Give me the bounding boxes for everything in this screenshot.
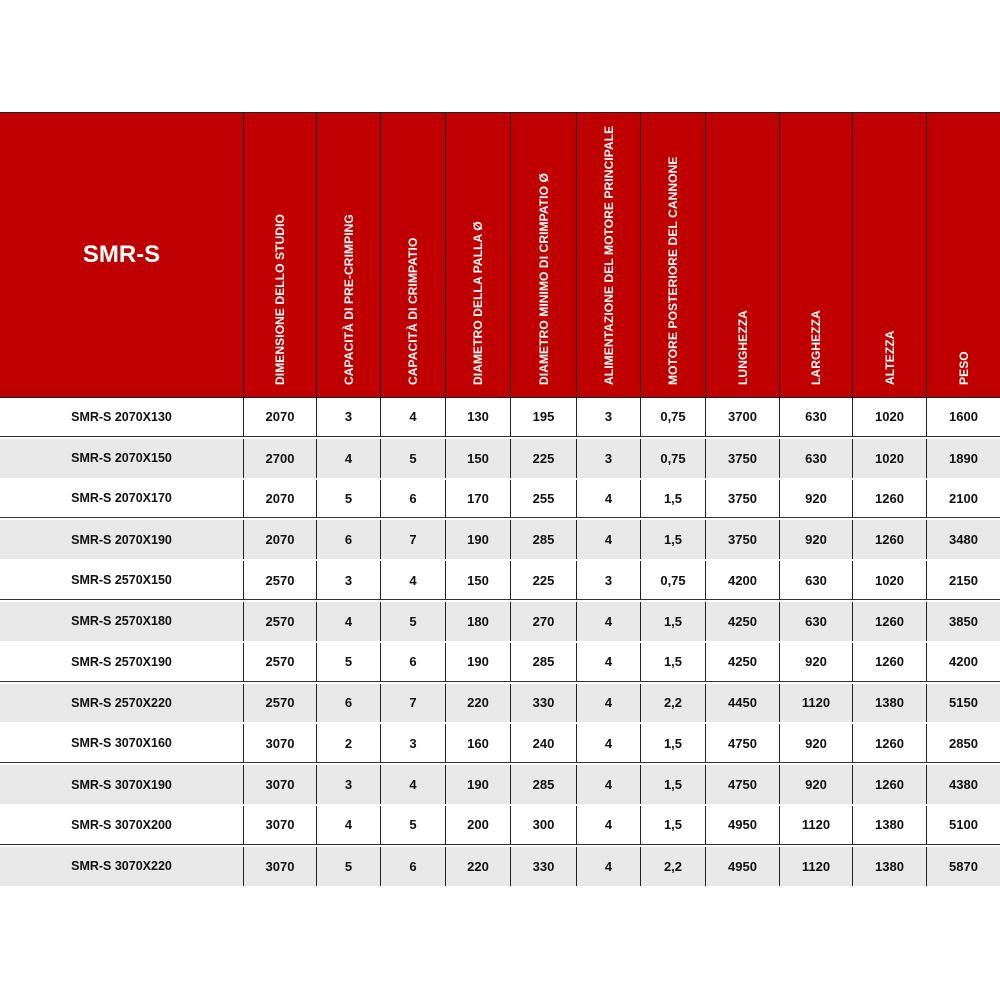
table-cell: 4 [317,439,381,478]
table-cell: 5870 [949,858,978,874]
table-cell: 330 [511,847,577,886]
column-header [927,113,1000,397]
table-row [0,398,1000,439]
table-cell: 220 [446,847,511,886]
table-cell: 1260 [853,480,927,519]
table-cell: 270 [511,602,577,641]
column-header [511,113,577,397]
table-cell: 4 [577,684,641,723]
table-cell: 4 [577,602,641,641]
table-cell: 3750 [706,480,780,519]
table-cell: 190 [446,643,511,682]
column-header-label: CAPACITÀ DI CRIMPATIO [406,237,420,385]
table-row [0,602,1000,643]
table-cell: 4 [577,643,641,682]
table-cell: 1260 [853,643,927,682]
model-name-cell: SMR-S 3070X160 [0,724,244,763]
table-cell: 4750 [706,765,780,804]
table-body [0,398,1000,888]
model-title-header: SMR-S [0,113,244,397]
table-cell: 1380 [853,847,927,886]
table-cell: 5 [317,643,381,682]
table-cell: 4 [381,765,446,804]
table-cell: 160 [446,724,511,763]
table-cell: 150 [446,561,511,600]
table-cell: 2070 [244,398,317,437]
table-cell: 2070 [244,520,317,559]
table-cell: 4450 [706,684,780,723]
table-cell: 7 [381,520,446,559]
table-cell: 4 [317,806,381,845]
model-name-cell: SMR-S 2570X180 [0,602,244,641]
table-cell: 1120 [780,684,853,723]
table-cell: 1120 [780,806,853,845]
table-cell: 3750 [706,520,780,559]
table-cell: 2850 [927,724,1000,763]
table-cell: 4 [381,561,446,600]
table-cell: 5150 [949,695,978,711]
table-cell: 1260 [853,602,927,641]
table-cell: 150 [446,439,511,478]
table-cell: 1020 [853,561,927,600]
table-cell: 190 [446,520,511,559]
table-cell: 630 [780,439,853,478]
table-cell: 630 [780,602,853,641]
table-cell: 255 [511,480,577,519]
table-cell: 4750 [706,724,780,763]
table-cell: 4 [577,724,641,763]
table-cell: 3 [577,561,641,600]
table-cell: 4 [577,847,641,886]
model-name-cell: SMR-S 2070X150 [0,439,244,478]
table-cell: 0,75 [641,561,706,600]
table-cell: 285 [511,520,577,559]
table-cell: 6 [317,520,381,559]
table-cell: 1020 [853,439,927,478]
column-header-label: PESO [956,351,971,385]
column-header [446,113,511,397]
table-cell: 920 [780,643,853,682]
table-cell: 285 [511,643,577,682]
table-cell: 3480 [949,532,978,548]
table-cell: 1260 [853,520,927,559]
table-cell: 2570 [244,561,317,600]
table-cell: 0,75 [641,398,706,437]
table-cell: 2700 [244,439,317,478]
table-row [0,643,1000,684]
table-cell: 4250 [706,602,780,641]
model-name-cell: SMR-S 2070X170 [0,480,244,519]
table-cell: 2570 [244,602,317,641]
table-cell: 0,75 [641,439,706,478]
table-cell: 920 [780,520,853,559]
model-name-cell: SMR-S 2570X150 [0,561,244,600]
table-cell: 285 [511,765,577,804]
column-header-label: DIMENSIONE DELLO STUDIO [273,214,287,385]
table-cell: 1260 [853,724,927,763]
column-header [317,113,381,397]
table-row [0,724,1000,765]
table-cell: 180 [446,602,511,641]
table-row [0,806,1000,847]
table-cell: 2150 [927,561,1000,600]
table-header-row [0,112,1000,398]
table-cell: 5 [317,480,381,519]
table-cell: 1600 [927,398,1000,437]
table-cell: 225 [511,439,577,478]
table-cell: 4 [577,765,641,804]
table-cell: 6 [381,847,446,886]
model-name-cell: SMR-S 3070X200 [0,806,244,845]
table-cell: 130 [446,398,511,437]
table-cell: 220 [446,684,511,723]
table-cell: 6 [381,480,446,519]
column-header-label: ALIMENTAZIONE DEL MOTORE PRINCIPALE [601,125,616,385]
column-header-label: ALTEZZA [882,330,897,385]
table-cell: 3700 [706,398,780,437]
table-row [0,480,1000,521]
table-cell: 5 [381,806,446,845]
table-row [0,847,1000,888]
table-cell: 3070 [244,724,317,763]
column-header [577,113,641,397]
column-header-label: LUNGHEZZA [735,310,750,385]
table-cell: 3070 [244,847,317,886]
table-cell: 1890 [949,450,978,466]
table-cell: 170 [446,480,511,519]
table-cell: 1,5 [641,602,706,641]
table-cell: 630 [780,398,853,437]
table-cell: 1,5 [641,765,706,804]
table-cell: 240 [511,724,577,763]
table-cell: 6 [381,643,446,682]
table-cell: 5100 [927,806,1000,845]
table-cell: 1120 [780,847,853,886]
table-cell: 1,5 [641,806,706,845]
table-cell: 1,5 [641,480,706,519]
model-name-cell: SMR-S 2570X220 [0,684,244,723]
table-cell: 3 [317,561,381,600]
table-row [0,765,1000,806]
model-name-cell: SMR-S 2070X190 [0,520,244,559]
table-cell: 920 [780,765,853,804]
table-cell: 4200 [927,643,1000,682]
table-cell: 4950 [706,847,780,886]
table-cell: 2,2 [641,847,706,886]
column-header [641,113,706,397]
table-row [0,520,1000,561]
table-cell: 300 [511,806,577,845]
table-cell: 5 [381,439,446,478]
column-header [853,113,927,397]
table-cell: 920 [780,724,853,763]
table-cell: 630 [780,561,853,600]
table-cell: 3850 [949,613,978,629]
table-cell: 2,2 [641,684,706,723]
table-cell: 6 [317,684,381,723]
table-cell: 1260 [853,765,927,804]
table-cell: 200 [446,806,511,845]
table-cell: 7 [381,684,446,723]
table-cell: 2070 [244,480,317,519]
column-header-label: DIAMETRO MINIMO DI CRIMPATIO Ø [536,173,551,385]
table-cell: 2570 [244,684,317,723]
table-cell: 3 [577,439,641,478]
table-cell: 1,5 [641,520,706,559]
table-cell: 3070 [244,806,317,845]
table-cell: 4250 [706,643,780,682]
table-cell: 1380 [853,684,927,723]
table-cell: 3 [381,724,446,763]
table-cell: 3070 [244,765,317,804]
table-cell: 2570 [244,643,317,682]
table-row [0,684,1000,725]
table-cell: 4 [317,602,381,641]
column-header [706,113,780,397]
table-row [0,439,1000,480]
table-row [0,561,1000,602]
column-header [381,113,446,397]
table-cell: 4 [577,520,641,559]
table-cell: 4 [381,398,446,437]
column-header [780,113,853,397]
model-name-cell: SMR-S 3070X190 [0,765,244,804]
column-header-label: DIAMETRO DELLA PALLA Ø [471,221,485,385]
table-cell: 330 [511,684,577,723]
spec-table [0,112,1000,888]
model-name-cell: SMR-S 2570X190 [0,643,244,682]
column-header-label: LARGHEZZA [809,310,823,385]
table-cell: 4 [577,480,641,519]
table-cell: 1,5 [641,724,706,763]
column-header [244,113,317,397]
table-cell: 5 [317,847,381,886]
table-cell: 1,5 [641,643,706,682]
table-cell: 4380 [949,777,978,793]
table-cell: 1380 [853,806,927,845]
table-cell: 4 [577,806,641,845]
table-cell: 3 [317,398,381,437]
table-cell: 3 [317,765,381,804]
table-cell: 3 [577,398,641,437]
table-cell: 190 [446,765,511,804]
model-name-cell: SMR-S 2070X130 [0,398,244,437]
table-cell: 2 [317,724,381,763]
table-cell: 920 [780,480,853,519]
column-header-label: MOTORE POSTERIORE DEL CANNONE [666,156,680,385]
model-name-cell: SMR-S 3070X220 [0,847,244,886]
table-cell: 2100 [927,480,1000,519]
table-cell: 1020 [853,398,927,437]
table-cell: 5 [381,602,446,641]
table-cell: 3750 [706,439,780,478]
column-header-label: CAPACITÀ DI PRE-CRIMPING [341,214,356,385]
table-cell: 4950 [706,806,780,845]
table-cell: 4200 [706,561,780,600]
table-cell: 225 [511,561,577,600]
table-cell: 195 [511,398,577,437]
